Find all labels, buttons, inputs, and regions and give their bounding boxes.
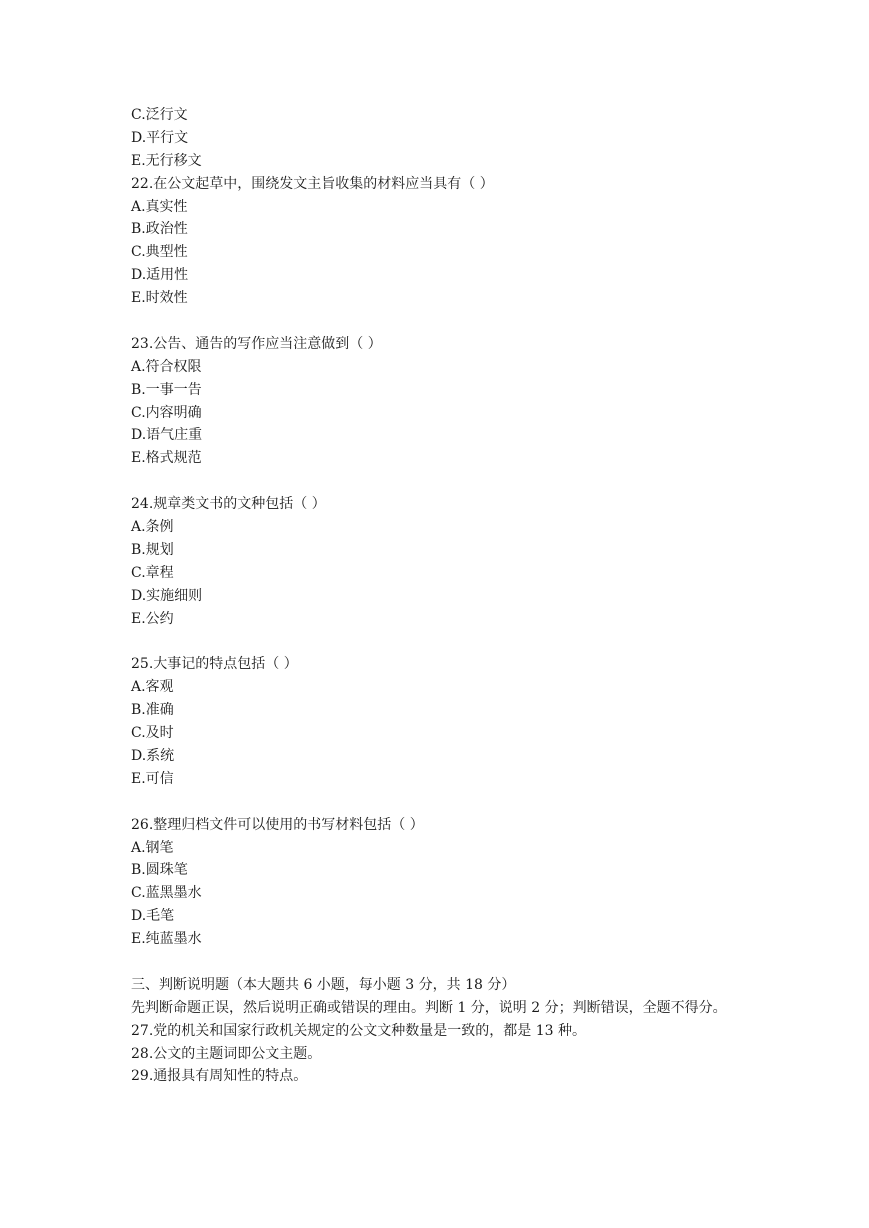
question-27: 27.党的机关和国家行政机关规定的公文文种数量是一致的，都是 13 种。 (131, 1022, 586, 1039)
question-26-option-b: B.圆珠笔 (131, 862, 188, 879)
question-23-option-a: A.符合权限 (131, 358, 202, 375)
question-22-option-b: B.政治性 (131, 221, 188, 238)
question-23-option-d: D.语气庄重 (131, 427, 203, 444)
question-22-option-d: D.适用性 (131, 267, 189, 284)
spacer (131, 310, 751, 333)
question-24-stem: 24.规章类文书的文种包括（ ） (131, 496, 326, 513)
question-24-option-a: A.条例 (131, 519, 174, 536)
question-26-option-d: D.毛笔 (131, 908, 175, 925)
option-d: D.平行文 (131, 129, 189, 146)
spacer (131, 951, 751, 974)
question-25-option-d: D.系统 (131, 747, 175, 764)
question-28: 28.公文的主题词即公文主题。 (131, 1045, 322, 1062)
question-23-stem: 23.公告、通告的写作应当注意做到（ ） (131, 335, 382, 352)
option-c: C.泛行文 (131, 107, 188, 123)
question-23-option-b: B.一事一告 (131, 381, 202, 398)
spacer (131, 791, 751, 814)
question-22-option-e: E.时效性 (131, 290, 188, 307)
question-25-stem: 25.大事记的特点包括（ ） (131, 656, 298, 673)
question-25-option-a: A.客观 (131, 679, 174, 696)
section-3-instruction: 先判断命题正误，然后说明正确或错误的理由。判断 1 分，说明 2 分；判断错误，全题不得分。 (131, 999, 727, 1016)
question-26-option-e: E.纯蓝墨水 (131, 931, 202, 948)
document-page (131, 104, 751, 1088)
question-29: 29.通报具有周知性的特点。 (131, 1068, 308, 1085)
option-e: E.无行移文 (131, 152, 202, 169)
section-3-heading: 三、判断说明题（本大题共 6 小题，每小题 3 分，共 18 分） (131, 976, 516, 993)
question-23-option-e: E.格式规范 (131, 450, 202, 467)
question-25-option-b: B.准确 (131, 702, 174, 719)
spacer (131, 470, 751, 493)
question-22-option-a: A.真实性 (131, 198, 188, 215)
question-26-option-c: C.蓝黑墨水 (131, 885, 202, 902)
question-26-stem: 26.整理归档文件可以使用的书写材料包括（ ） (131, 816, 424, 833)
question-24-option-c: C.章程 (131, 564, 174, 581)
question-26-option-a: A.钢笔 (131, 839, 174, 856)
question-24-option-b: B.规划 (131, 541, 174, 558)
question-23-option-c: C.内容明确 (131, 404, 202, 421)
question-24-option-d: D.实施细则 (131, 587, 203, 604)
question-22-option-c: C.典型性 (131, 244, 188, 261)
question-25-option-e: E.可信 (131, 770, 174, 787)
question-24-option-e: E.公约 (131, 610, 174, 627)
question-25-option-c: C.及时 (131, 725, 174, 742)
spacer (131, 630, 751, 653)
question-22-stem: 22.在公文起草中，围绕发文主旨收集的材料应当具有（ ） (131, 175, 494, 192)
